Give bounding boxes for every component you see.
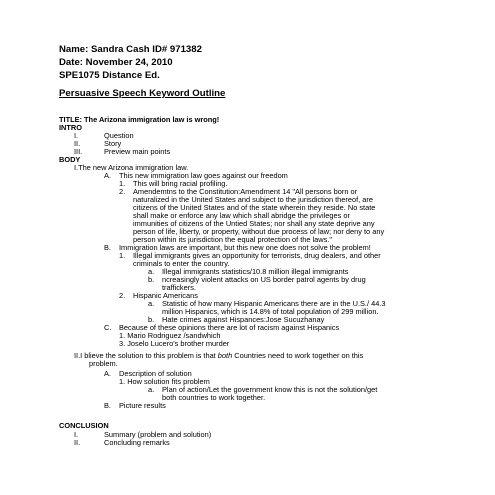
- point2-b-label: B.: [104, 401, 111, 410]
- point1-c-sub1: 1. Mario Rodriguez /sandwhich: [119, 331, 221, 340]
- body-point-2-after: Countries need to work together on this: [232, 351, 364, 360]
- point2-a-text: Description of solution: [119, 369, 192, 378]
- point1-c-sub2: 3. Joselo Lucero's brother murder: [119, 339, 230, 348]
- point1-b-sub1-b-line-1: ncreasingly violent attacks on US border patrol agents by drug: [162, 275, 366, 284]
- point1-b-sub1-b-label: b.: [148, 275, 155, 284]
- date-line: Date: November 24, 2010: [59, 57, 173, 68]
- conclusion-item-1: Summary (problem and solution): [104, 430, 212, 439]
- conclusion-num-2: II.: [74, 438, 81, 447]
- amendment-quote-line-6: person of life, liberty, or property, without due process of law; nor deny to any: [133, 227, 385, 236]
- document-title: Persuasive Speech Keyword Outline: [59, 88, 226, 99]
- conclusion-heading: CONCLUSION: [59, 421, 109, 430]
- conclusion-item-2: Concluding remarks: [104, 438, 170, 447]
- point1-b-sub2-b-text: Hate crimes against Hispances:Jose Sucuzhanay: [162, 315, 325, 324]
- speech-title: TITLE: The Arizona immigration law is wrong!: [59, 115, 220, 124]
- point2-a-sub-a-line-2: both countries to work together.: [162, 393, 266, 402]
- point1-b-sub2-a-label: a.: [148, 299, 155, 308]
- point1-a-sub1-num: 1.: [119, 179, 126, 188]
- amendment-quote-line-1: Amendemtns to the Constitution:Amendment 14 "All persons born or: [133, 187, 358, 196]
- point1-b-sub2-a-line-1: Statistic of how many Hispanic Americans there are in the U.S./ 44.3: [162, 299, 386, 308]
- body-point-1: I.The new Arizona immigration law.: [74, 163, 189, 172]
- point1-b-sub1-num: 1.: [119, 251, 126, 260]
- point1-b-text: Immigration laws are important, but this new one does not solve the problem!: [119, 243, 371, 252]
- intro-item-1: Question: [104, 131, 134, 140]
- point1-c-label: C.: [104, 323, 112, 332]
- point2-a-label: A.: [104, 369, 111, 378]
- point1-b-sub1-b-line-2: traffickers.: [162, 283, 196, 292]
- point2-b-text: Picture results: [119, 401, 166, 410]
- point1-b-sub1-a-label: a.: [148, 267, 155, 276]
- body-heading: BODY: [59, 155, 81, 164]
- intro-num-3: III.: [74, 147, 83, 156]
- body-point-2-before: II.I blieve the solution to this problem is that: [74, 351, 218, 360]
- intro-num-1: I.: [74, 131, 79, 140]
- intro-num-2: II.: [74, 139, 81, 148]
- point1-b-sub2-a-line-2: million Hispanics, which is 14.8% of total population of 299 million.: [162, 307, 379, 316]
- amendment-quote-line-7: person within its jurisdiction the equal protection of the laws.": [133, 235, 332, 244]
- point1-b-sub2-text: Hispanic Americans: [133, 291, 198, 300]
- course-line: SPE1075 Distance Ed.: [59, 70, 160, 81]
- amendment-quote-line-3: citizens of the United States and of the state wherein they reside. No state: [133, 203, 376, 212]
- point1-a-text: This new immigration law goes against our freedom: [119, 171, 288, 180]
- point1-a-label: A.: [104, 171, 111, 180]
- point1-a-sub2-num: 2.: [119, 187, 126, 196]
- point1-b-sub1-line-1: Illegal immigrants gives an opportunity for terrorists, drug dealers, and other: [133, 251, 381, 260]
- student-name-line: Name: Sandra Cash ID# 971382: [59, 44, 202, 55]
- point2-a-sub1: 1. How solution fits problem: [119, 377, 210, 386]
- point1-b-sub1-line-2: criminals to enter the country.: [133, 259, 230, 268]
- point1-b-sub1-a-text: Illegal immigrants statistics/10.8 million illegal immigrants: [162, 267, 349, 276]
- point2-a-sub-a-label: a.: [148, 385, 155, 394]
- body-point-2-line-2: problem.: [89, 359, 118, 368]
- point1-c-text: Because of these opinions there are lot of racism against Hispanics: [119, 323, 340, 332]
- amendment-quote-line-2: naturalized in the United States and subject to the jurisdiction thereof, are: [133, 195, 373, 204]
- intro-item-3: Preview main points: [104, 147, 171, 156]
- point1-b-sub2-num: 2.: [119, 291, 126, 300]
- point2-a-sub-a-line-1: Plan of action/Let the government know this is not the solution/get: [162, 385, 378, 394]
- amendment-quote-line-5: immunities of citizens of the Untied States; nor shall any state deprive any: [133, 219, 375, 228]
- intro-item-2: Story: [104, 139, 122, 148]
- amendment-quote-line-4: shall make or enforce any law which shall abridge the privileges or: [133, 211, 350, 220]
- intro-heading: INTRO: [59, 123, 82, 132]
- point1-b-sub2-b-label: b.: [148, 315, 155, 324]
- point1-a-sub1-text: This will bring racial profiling.: [133, 179, 228, 188]
- conclusion-num-1: I.: [74, 430, 79, 439]
- body-point-2-emphasis: both: [217, 351, 233, 360]
- point1-b-label: B.: [104, 243, 111, 252]
